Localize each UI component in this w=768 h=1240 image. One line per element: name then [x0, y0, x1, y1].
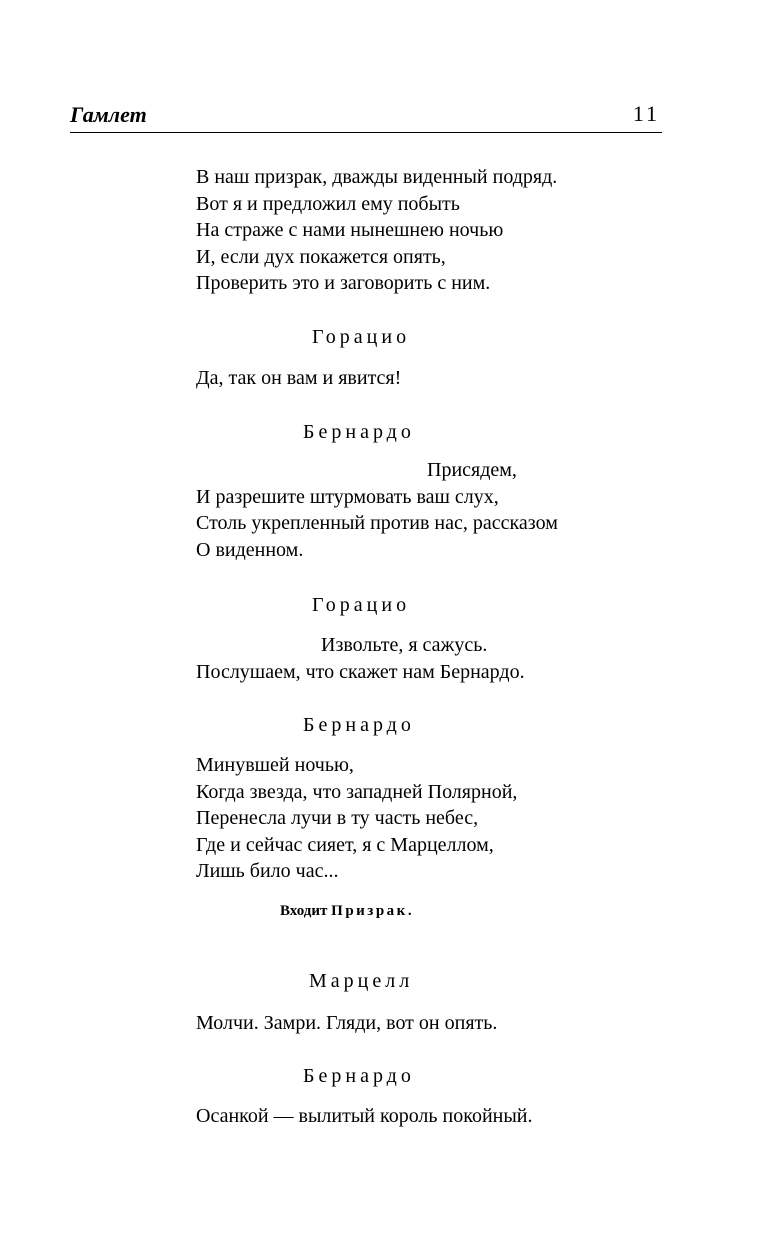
verse-line: В наш призрак, дважды виденный подряд. — [196, 166, 558, 188]
speaker-name: Бернардо — [303, 714, 415, 736]
verse-block — [196, 632, 676, 685]
verse-line: Столь укрепленный против нас, рассказом — [196, 512, 558, 534]
verse-line: Перенесла лучи в ту часть небес, — [196, 807, 479, 829]
verse-block — [196, 1010, 676, 1037]
running-title: Гамлет — [70, 102, 147, 127]
speaker-name: Марцелл — [309, 970, 414, 992]
verse-block — [196, 752, 676, 885]
verse-line: Осанкой — вылитый король покойный. — [196, 1105, 533, 1127]
speaker-name: Бернардо — [303, 1065, 415, 1087]
verse-line: Извольте, я сажусь. — [321, 634, 488, 656]
verse-line: На страже с нами нынешнею ночью — [196, 219, 504, 241]
stage-direction-verb: Входит — [280, 903, 328, 919]
verse-line: Присядем, — [427, 459, 517, 481]
verse-line: Лишь било час... — [196, 860, 339, 882]
verse-block — [196, 457, 676, 563]
verse-line: Послушаем, что скажет нам Бернардо. — [196, 660, 525, 683]
speaker-name: Бернардо — [303, 421, 415, 443]
verse-line: Вот я и предложил ему побыть — [196, 192, 460, 215]
speaker-name: Горацио — [312, 326, 411, 348]
stage-direction-character: Призрак. — [331, 903, 415, 919]
verse-line: Минувшей ночью, — [196, 754, 354, 776]
verse-line: И, если дух покажется опять, — [196, 245, 446, 268]
verse-line: Да, так он вам и явится! — [196, 367, 402, 389]
verse-line: Когда звезда, что западней Полярной, — [196, 780, 518, 803]
verse-line: О виденном. — [196, 538, 304, 561]
page-number: 11 — [632, 101, 660, 126]
verse-line: Проверить это и заговорить с ним. — [196, 272, 491, 294]
stage-direction — [280, 903, 414, 920]
verse-block — [196, 365, 676, 392]
speaker-name: Горацио — [312, 594, 411, 616]
verse-block — [196, 1103, 676, 1130]
verse-line: И разрешите штурмовать ваш слух, — [196, 485, 499, 508]
verse-line: Молчи. Замри. Гляди, вот он опять. — [196, 1012, 498, 1034]
running-header — [70, 100, 662, 133]
verse-block — [196, 164, 676, 297]
verse-line: Где и сейчас сияет, я с Марцеллом, — [196, 833, 494, 856]
